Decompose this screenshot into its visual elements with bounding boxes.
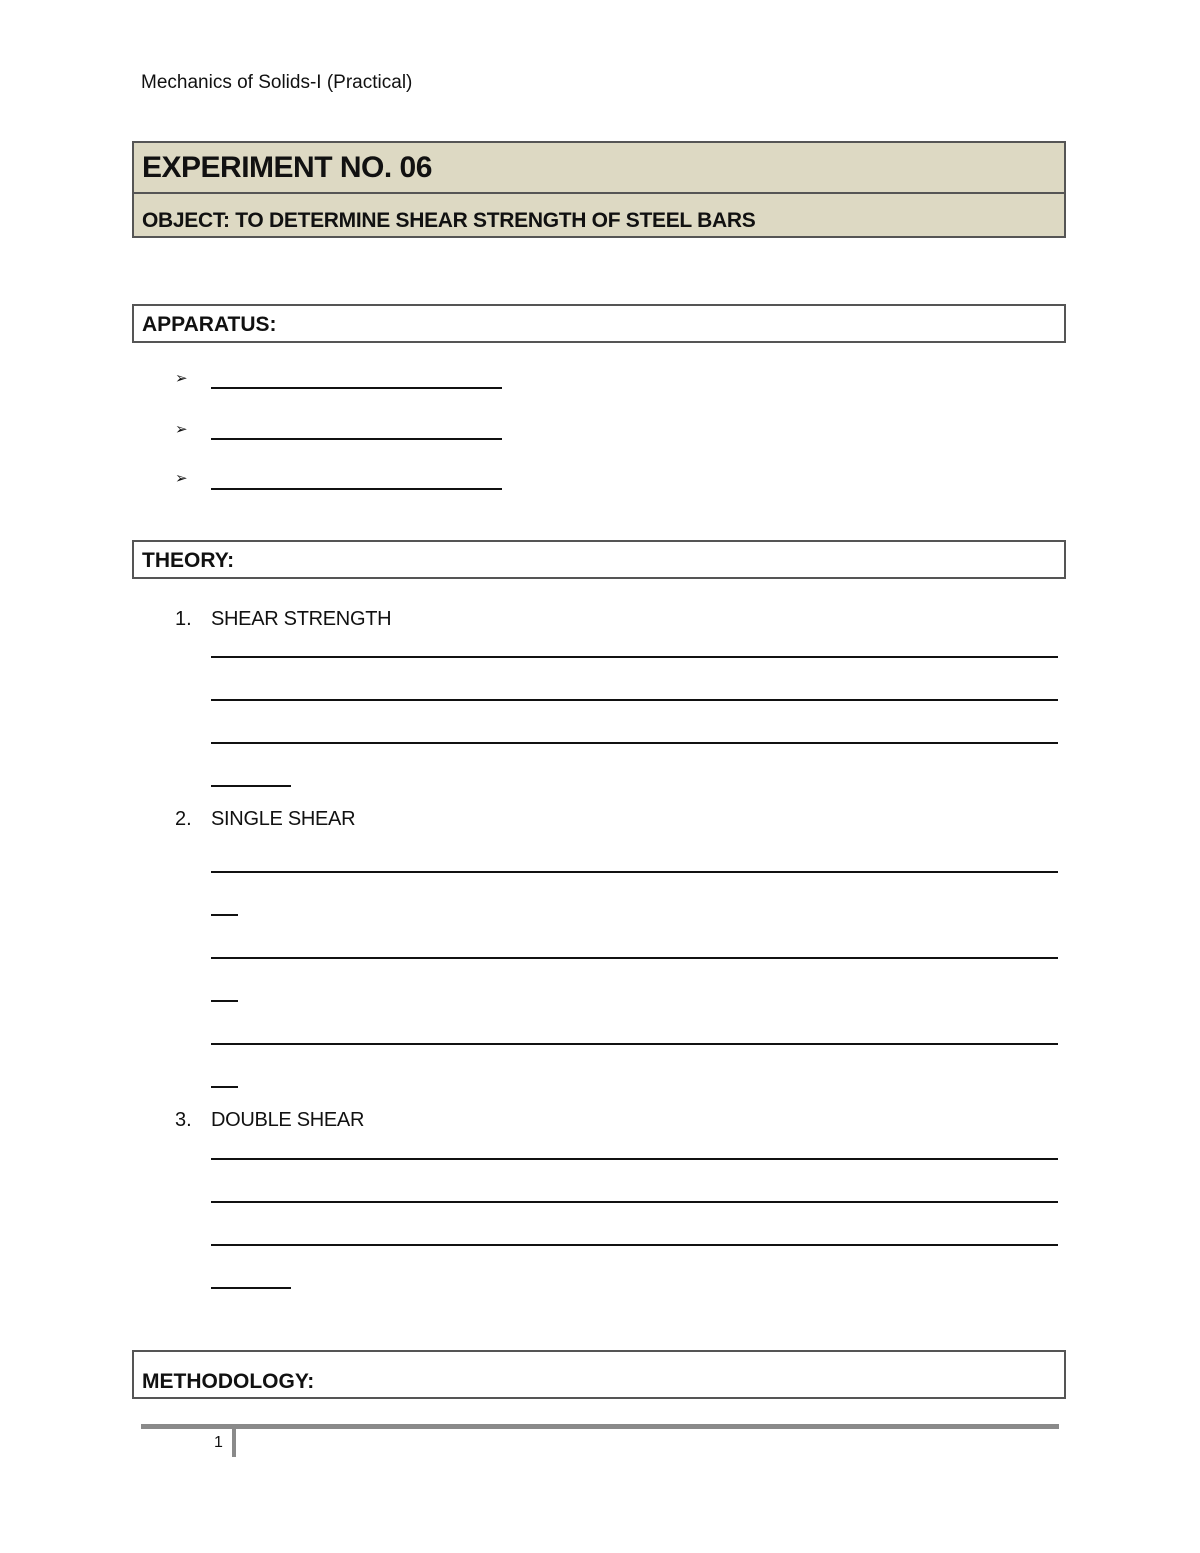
writing-line-short (211, 914, 238, 916)
theory-item-number: 3. (175, 1109, 192, 1131)
theory-item-shear-strength: SHEAR STRENGTH (211, 608, 392, 630)
page-number: 1 (214, 1434, 223, 1451)
writing-line (211, 1244, 1058, 1246)
theory-heading: THEORY: (142, 549, 235, 572)
writing-line (211, 1201, 1058, 1203)
running-header: Mechanics of Solids-I (Practical) (141, 72, 413, 93)
writing-line (211, 1158, 1058, 1160)
title-block (132, 141, 1066, 238)
apparatus-blank-line-3 (211, 488, 502, 490)
theory-item-number: 2. (175, 808, 192, 830)
theory-item-double-shear: DOUBLE SHEAR (211, 1109, 365, 1131)
apparatus-section-box (132, 304, 1066, 343)
writing-line (211, 871, 1058, 873)
bullet-arrow-icon: ➢ (175, 370, 188, 387)
writing-line (211, 742, 1058, 744)
writing-line-short (211, 1086, 238, 1088)
bullet-arrow-icon: ➢ (175, 470, 188, 487)
theory-item-number: 1. (175, 608, 192, 630)
writing-line-short (211, 1287, 291, 1289)
writing-line (211, 957, 1058, 959)
experiment-title: EXPERIMENT NO. 06 (142, 151, 432, 184)
methodology-heading: METHODOLOGY: (142, 1370, 315, 1393)
footer-rule (141, 1424, 1059, 1429)
bullet-arrow-icon: ➢ (175, 421, 188, 438)
theory-section-box (132, 540, 1066, 579)
theory-item-single-shear: SINGLE SHEAR (211, 808, 356, 830)
object-statement: OBJECT: TO DETERMINE SHEAR STRENGTH OF STEEL BARS (142, 209, 756, 232)
writing-line-short (211, 1000, 238, 1002)
methodology-section-box (132, 1350, 1066, 1399)
writing-line (211, 699, 1058, 701)
footer-divider (232, 1429, 236, 1457)
writing-line (211, 656, 1058, 658)
apparatus-heading: APPARATUS: (142, 313, 277, 336)
apparatus-blank-line-1 (211, 387, 502, 389)
apparatus-blank-line-2 (211, 438, 502, 440)
writing-line (211, 1043, 1058, 1045)
writing-line-short (211, 785, 291, 787)
